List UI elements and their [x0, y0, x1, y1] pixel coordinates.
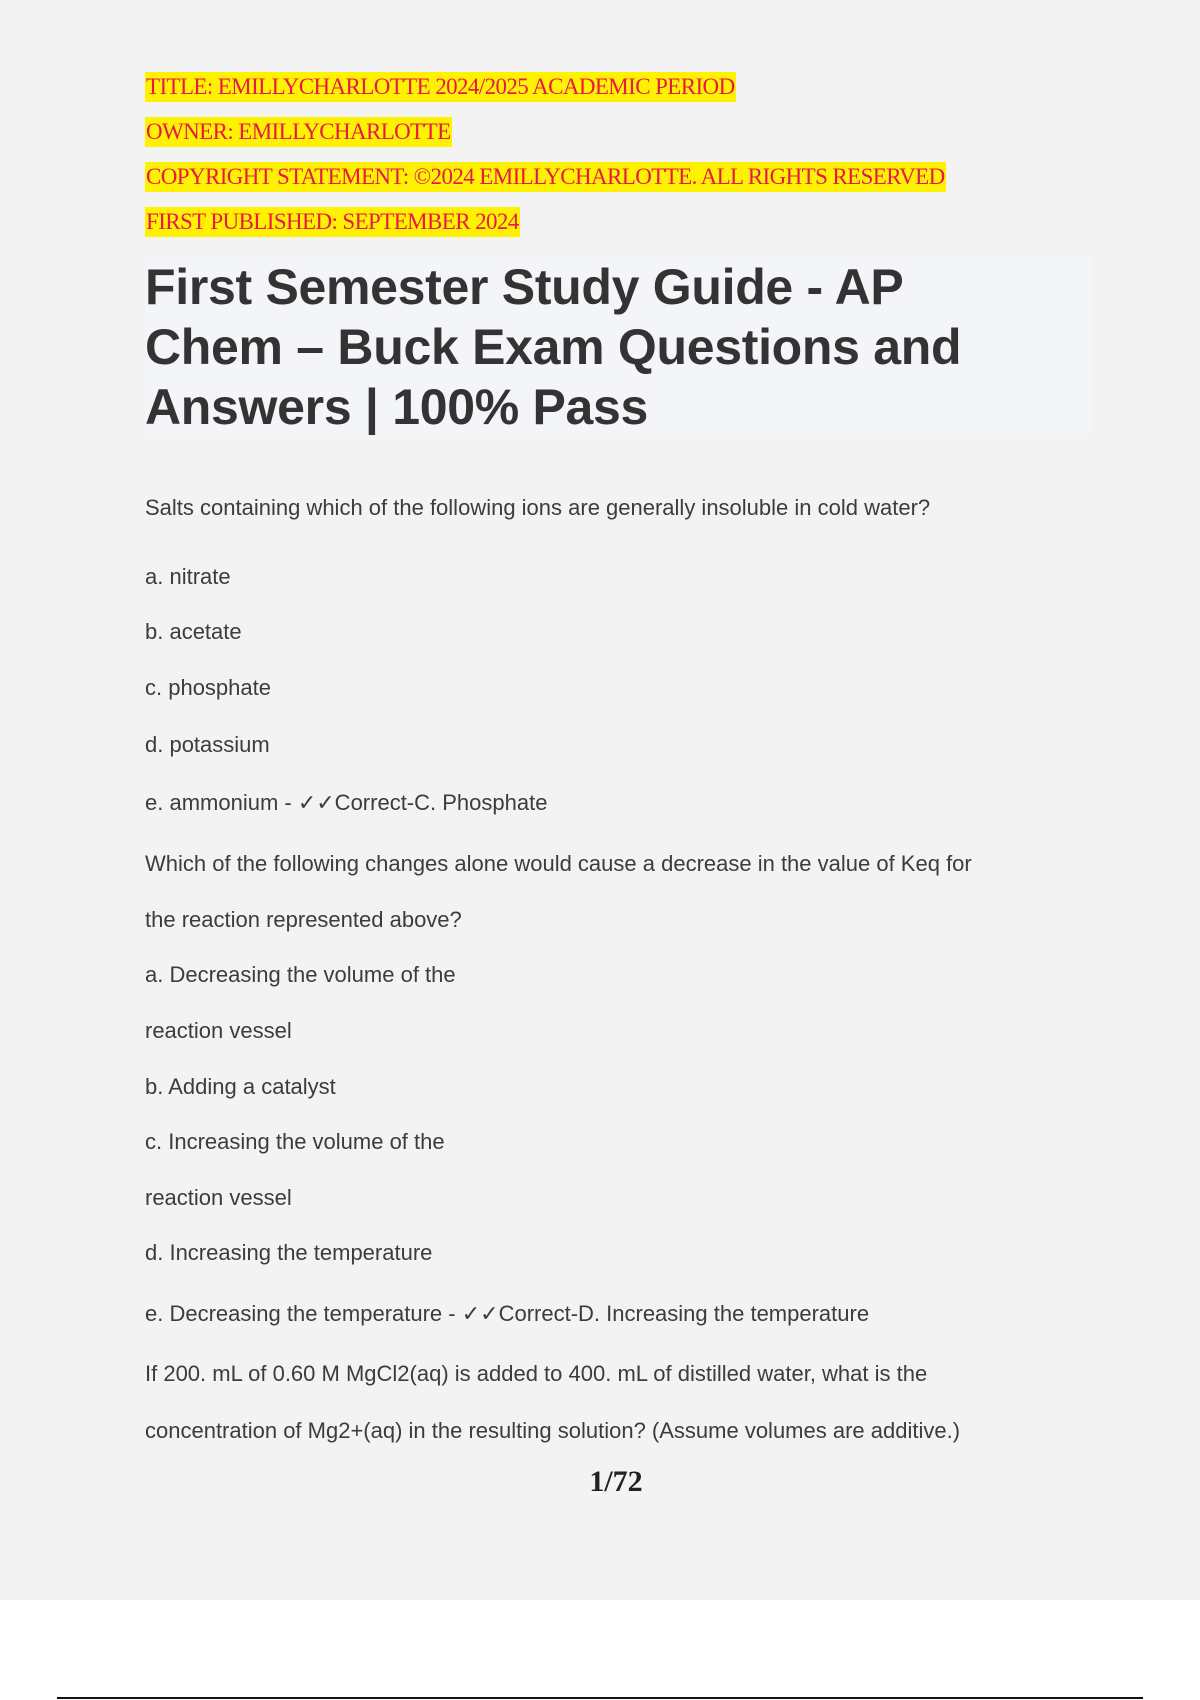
meta-owner-line: OWNER: EMILLYCHARLOTTE [145, 117, 452, 147]
question-2-option-a-line-2: reaction vessel [145, 1018, 292, 1043]
question-2-option-b: b. Adding a catalyst [145, 1074, 336, 1099]
page-number: 1/72 [589, 1465, 643, 1498]
question-1-option-d: d. potassium [145, 732, 270, 757]
question-2-text-line-2: the reaction represented above? [145, 907, 462, 932]
question-2-option-c-line-1: c. Increasing the volume of the [145, 1129, 445, 1154]
question-1-option-b: b. acetate [145, 619, 242, 644]
question-2-text-line-1: Which of the following changes alone would cause a decrease in the value of Keq for [145, 851, 972, 876]
meta-published-line: FIRST PUBLISHED: SEPTEMBER 2024 [145, 207, 520, 237]
question-2-option-e-answer: e. Decreasing the temperature - ✓✓Correct-D. Increasing the temperature [145, 1301, 870, 1326]
question-3-text-line-1: If 200. mL of 0.60 M MgCl2(aq) is added to 400. mL of distilled water, what is the [145, 1361, 928, 1386]
question-2-option-d: d. Increasing the temperature [145, 1240, 433, 1265]
meta-copyright-line: COPYRIGHT STATEMENT: ©2024 EMILLYCHARLOTTE. ALL RIGHTS RESERVED [145, 162, 946, 192]
document-title-line-3: Answers | 100% Pass [145, 379, 649, 435]
document-title-block [145, 256, 1091, 434]
meta-title-line: TITLE: EMILLYCHARLOTTE 2024/2025 ACADEMIC PERIOD [145, 72, 736, 102]
document-title-line-2: Chem – Buck Exam Questions and [145, 319, 962, 375]
question-1-option-a: a. nitrate [145, 564, 231, 589]
footer-divider [57, 1697, 1143, 1699]
question-1-option-e-answer: e. ammonium - ✓✓Correct-C. Phosphate [145, 790, 548, 815]
question-2-option-a-line-1: a. Decreasing the volume of the [145, 962, 456, 987]
document-title-line-1: First Semester Study Guide - AP [145, 259, 904, 315]
question-1-option-c: c. phosphate [145, 675, 271, 700]
question-1-text: Salts containing which of the following ions are generally insoluble in cold water? [145, 495, 931, 520]
question-2-option-c-line-2: reaction vessel [145, 1185, 292, 1210]
question-3-text-line-2: concentration of Mg2+(aq) in the resulting solution? (Assume volumes are additive.) [145, 1418, 961, 1443]
